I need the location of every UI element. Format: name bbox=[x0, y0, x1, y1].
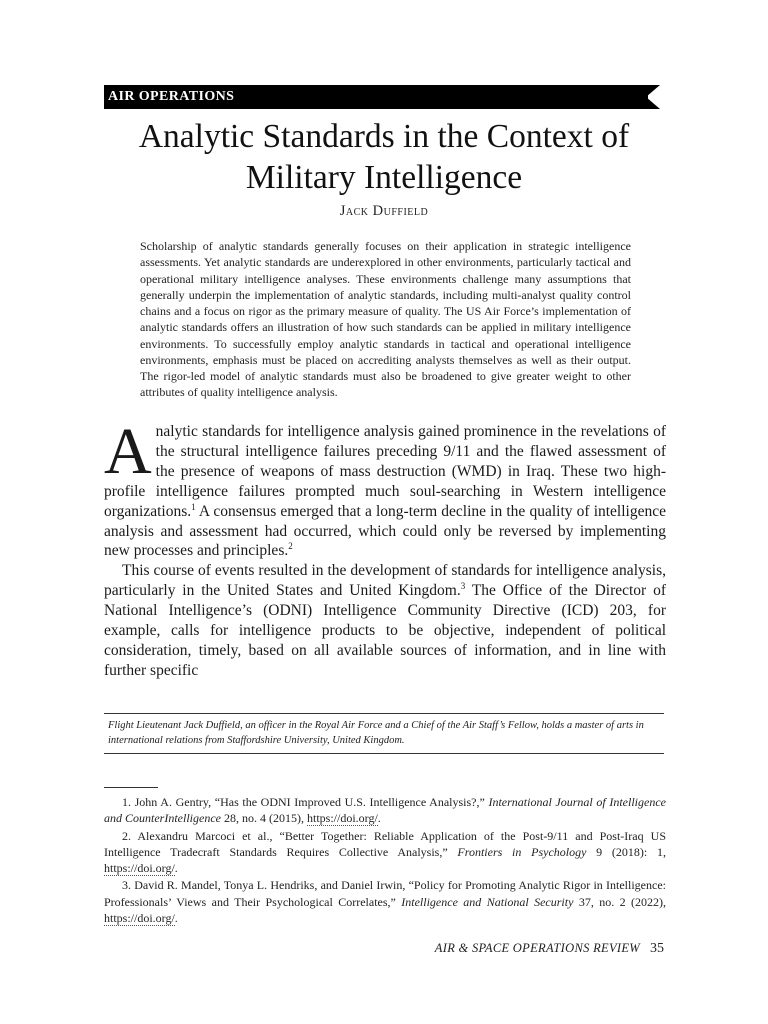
footnote-ref-3[interactable]: 3 bbox=[460, 581, 466, 592]
footnote-text: Alexandru Marcoci et al., “Better Together: Reliable Application of the Post-9/11 and Post-Iraq US Intelligence Tradecraft Standards Requires Collective Analysis,” bbox=[104, 828, 666, 859]
doi-link[interactable]: https://doi.org/ bbox=[104, 911, 175, 926]
doi-link[interactable]: https://doi.org/ bbox=[104, 861, 175, 876]
article-body bbox=[104, 415, 666, 681]
doi-link[interactable]: https://doi.org/ bbox=[306, 811, 378, 826]
footnote-text: David R. Mandel, Tonya L. Hendriks, and Daniel Irwin, “Policy for Promoting Analytic Rigor in Intelligence: Professionals’ Views and Their Psychological Correlates,” bbox=[104, 878, 666, 909]
footnote-journal: Frontiers in Psychology bbox=[457, 844, 587, 859]
footnote-text: . bbox=[377, 811, 381, 826]
footnote-divider bbox=[104, 787, 158, 788]
footnote-journal: Intelligence and National Security bbox=[401, 894, 574, 909]
footnote-journal: International Journal of Intelligence and CounterIntelligence bbox=[104, 795, 666, 826]
footnote-number: 3. bbox=[122, 878, 131, 893]
footnote-1 bbox=[104, 794, 666, 827]
footnote-text: . bbox=[174, 861, 178, 876]
paragraph-2-text-a: This course of events resulted in the development of standards for intelligence analysis, particularly in the United States and United Kingdom. bbox=[104, 562, 666, 600]
paragraph-1-text-b: A consensus emerged that a long-term decline in the quality of intelligence analysis and assessment had occurred, which could only be reversed by implementing new processes and principles. bbox=[104, 502, 666, 560]
page-number: 35 bbox=[650, 941, 664, 956]
footnote-3 bbox=[104, 877, 666, 926]
section-label: AIR OPERATIONS bbox=[108, 89, 235, 104]
abstract: Scholarship of analytic standards generally focuses on their application in strategic intelligence assessments. Yet analytic standards are underexplored in other environments, particularly tactical and operational military intelligence analyses. These environments challenge many assumptions that generally underpin the implementation of analytic standards, including multi-analyst quality control chains and a focus on rigor as the primary measure of quality. The US Air Force’s implementation of analytic standards offers an illustration of how such standards can be applied in military intelligence environments. To successfully employ analytic standards in tactical and operational intelligence environments, emphasis must be placed on accrediting analysts themselves as well as their output. The rigor-led model of analytic standards must also be broadened to give greater weight to other attributes of quality intelligence analysis. bbox=[140, 239, 631, 400]
article-title: Analytic Standards in the Context of Military Intelligence bbox=[138, 118, 630, 196]
paragraph-2 bbox=[104, 561, 666, 680]
drop-cap: A bbox=[104, 415, 152, 488]
running-footer bbox=[435, 941, 664, 957]
author-name: Jack Duffield bbox=[339, 203, 429, 219]
footnote-ref-1[interactable]: 1 bbox=[191, 501, 196, 512]
footnote-text: John A. Gentry, “Has the ODNI Improved U.S. Intelligence Analysis?,” bbox=[131, 795, 489, 809]
footnote-text: . bbox=[174, 911, 178, 926]
footnotes bbox=[104, 794, 666, 926]
footnote-text: 9 (2018): 1, bbox=[586, 844, 667, 859]
banner-arrow-tip bbox=[646, 85, 660, 109]
section-banner bbox=[104, 85, 648, 109]
footnote-number: 1. bbox=[122, 795, 131, 809]
footnote-2 bbox=[104, 828, 666, 877]
journal-name: AIR & SPACE OPERATIONS REVIEW bbox=[434, 941, 640, 955]
footnote-number: 2. bbox=[122, 828, 131, 843]
paragraph-1 bbox=[104, 415, 666, 561]
paragraph-2-text-b: The Office of the Director of National Intelligence’s (ODNI) Intelligence Community Directive (ICD) 203, for example, calls for intelligence products to be objective, independent of political consideration, timely, based on all available sources of information, and in line with further specific bbox=[104, 582, 666, 679]
paragraph-1-text-a: nalytic standards for intelligence analysis gained prominence in the revelations of the structural intelligence failures preceding 9/11 and the flawed assessment of the presence of weapons of mass destruction (WMD) in Iraq. These two high-profile intelligence failures prompted much soul-searching in Western intelligence organizations. bbox=[104, 423, 666, 520]
footnote-text: 37, no. 2 (2022), bbox=[573, 894, 666, 909]
footnote-ref-2[interactable]: 2 bbox=[288, 541, 293, 552]
author-bio: Flight Lieutenant Jack Duffield, an officer in the Royal Air Force and a Chief of the Air Staff’s Fellow, holds a master of arts in international relations from Staffordshire University, United Kingdom. bbox=[104, 713, 664, 754]
footnote-text: 28, no. 4 (2015), bbox=[220, 811, 307, 826]
